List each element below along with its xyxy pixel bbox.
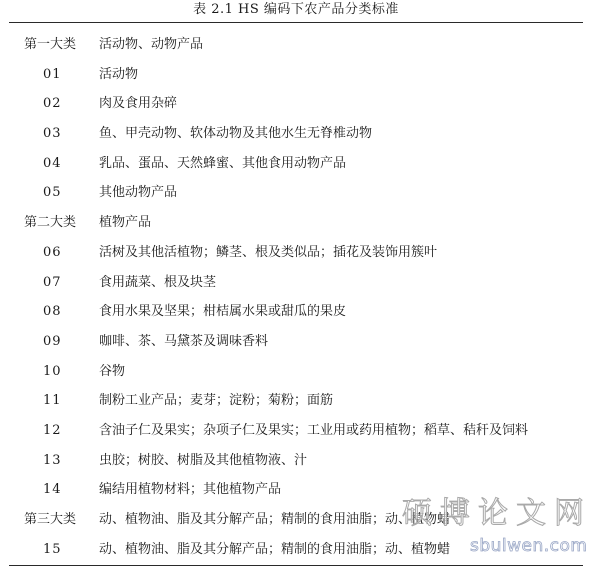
table-row: [0, 268, 592, 298]
row-code: 08: [43, 304, 62, 320]
row-description: 植物产品: [99, 215, 152, 231]
row-code: 05: [43, 185, 62, 201]
row-code: 04: [43, 155, 62, 171]
table-caption: 表 2.1 HS 编码下农产品分类标准: [193, 2, 399, 17]
row-description: 含油子仁及果实；杂项子仁及果实；工业用或药用植物；稻草、秸秆及饲料: [99, 422, 529, 438]
table-row: [0, 60, 592, 90]
row-code: 01: [43, 66, 62, 82]
row-description: 乳品、蛋品、天然蜂蜜、其他食用动物产品: [99, 155, 347, 171]
row-code: 第二大类: [24, 215, 77, 231]
table-row: [0, 475, 592, 505]
row-code: 14: [43, 482, 62, 498]
table-row: [0, 30, 592, 60]
table-row: [0, 446, 592, 476]
row-description: 鱼、甲壳动物、软体动物及其他水生无脊椎动物: [99, 126, 373, 142]
watermark-url: sbulwen.com: [470, 536, 588, 556]
table-row: [0, 505, 592, 535]
row-code: 第三大类: [24, 512, 77, 527]
row-code: 15: [43, 541, 62, 557]
row-code: 10: [43, 363, 62, 379]
table-row: [0, 535, 592, 565]
row-description: 谷物: [99, 363, 126, 379]
row-description: 肉及食用杂碎: [99, 96, 178, 112]
row-description: 活动物: [99, 66, 139, 82]
row-code: 07: [43, 274, 62, 290]
table-row: [0, 119, 592, 149]
table-row: [0, 416, 592, 446]
table-row: [0, 357, 592, 387]
hs-classification-table: [0, 30, 592, 564]
row-description: 活树及其他活植物；鳞茎、根及类似品；插花及装饰用簇叶: [99, 244, 438, 260]
table-row: [0, 178, 592, 208]
row-description: 食用水果及坚果；柑桔属水果或甜瓜的果皮: [99, 304, 347, 320]
row-code: 09: [43, 333, 62, 349]
row-code: 06: [43, 244, 62, 260]
row-code: 11: [43, 393, 62, 409]
table-row: [0, 327, 592, 357]
table-row: [0, 238, 592, 268]
table-top-rule: [9, 22, 583, 23]
table-row: [0, 149, 592, 179]
table-row: [0, 208, 592, 238]
row-description: 动、植物油、脂及其分解产品；精制的食用油脂；动、植物蜡: [99, 512, 451, 527]
row-code: 13: [43, 452, 62, 468]
table-bottom-rule: [9, 565, 583, 566]
table-row: [0, 297, 592, 327]
row-description: 虫胶；树胶、树脂及其他植物液、汁: [99, 452, 308, 468]
row-description: 咖啡、茶、马黛茶及调味香料: [99, 333, 269, 349]
row-description: 动、植物油、脂及其分解产品；精制的食用油脂；动、植物蜡: [99, 541, 451, 557]
table-row: [0, 89, 592, 119]
watermark-title: 硕博论文网: [402, 496, 592, 531]
row-code: 03: [43, 126, 62, 142]
row-description: 活动物、动物产品: [99, 37, 204, 52]
row-code: 第一大类: [24, 37, 77, 52]
row-description: 食用蔬菜、根及块茎: [99, 274, 217, 290]
row-description: 编结用植物材料；其他植物产品: [99, 482, 282, 498]
table-row: [0, 386, 592, 416]
row-description: 其他动物产品: [99, 185, 178, 201]
row-code: 12: [43, 422, 62, 438]
row-description: 制粉工业产品；麦芽；淀粉；菊粉；面筋: [99, 393, 334, 409]
row-code: 02: [43, 96, 62, 112]
